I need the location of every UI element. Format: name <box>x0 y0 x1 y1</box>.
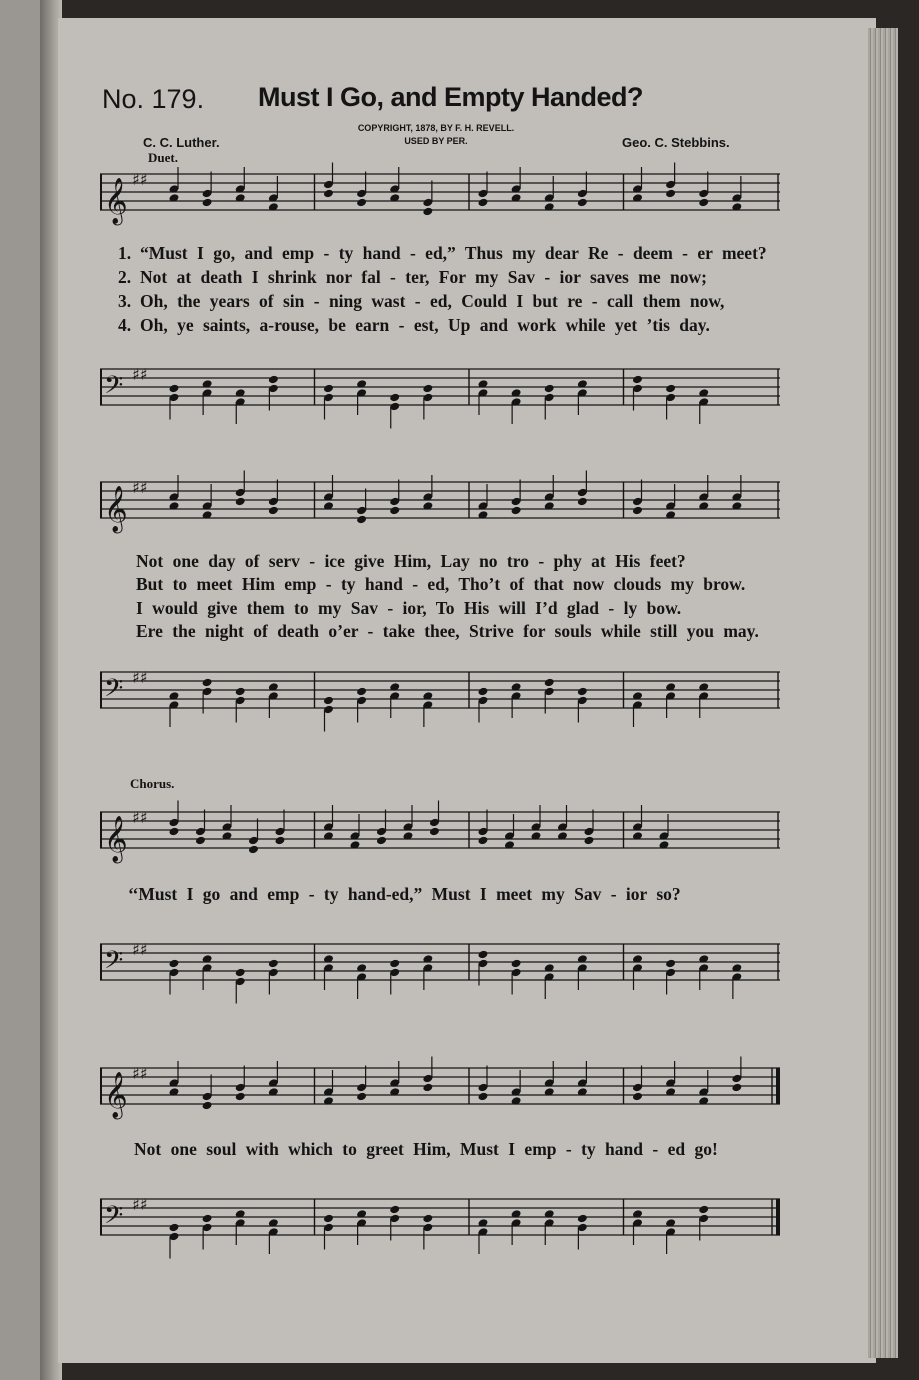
note-head <box>268 375 279 385</box>
verse-2-line-b: But to meet Him emp - ty hand - ed, Tho’t of that now clouds my brow. <box>136 574 746 594</box>
note-head <box>511 959 522 969</box>
verse-3-line-a <box>118 291 724 312</box>
bass-staff-1 <box>100 365 782 415</box>
note-head <box>169 827 180 837</box>
note-head <box>169 384 180 394</box>
note-head <box>275 836 286 846</box>
verse-number: 2. <box>118 267 132 287</box>
treble-clef-icon: 𝄞 <box>104 816 128 862</box>
lyric-text: Oh, ye saints, a-rouse, be earn - est, Up and work while yet ’tis day. <box>140 315 710 335</box>
bass-staff-2 <box>100 668 782 718</box>
note-head <box>323 384 334 394</box>
bass-clef-icon: 𝄢 <box>104 674 124 709</box>
treble-clef-icon: 𝄞 <box>104 178 128 224</box>
chorus-line-a: ‘‘Must I go and emp - ty hand-ed,” Must I meet my Sav - ior so? <box>128 884 681 904</box>
note-head <box>478 1092 489 1102</box>
key-signature-icon: ♯♯ <box>132 1195 148 1214</box>
note-head <box>577 497 588 507</box>
key-signature-icon: ♯♯ <box>132 478 148 497</box>
note-head <box>389 1205 400 1215</box>
lyric-text: Oh, the years of sin - ning wast - ed, Could I but re - call them now, <box>140 291 725 311</box>
bass-staff-4 <box>100 1195 782 1245</box>
note-head <box>248 845 259 855</box>
note-head <box>235 497 246 507</box>
note-head <box>632 375 643 385</box>
note-head <box>577 687 588 697</box>
note-head <box>268 959 279 969</box>
note-head <box>323 696 334 706</box>
note-head <box>584 836 595 846</box>
note-head <box>389 959 400 969</box>
key-signature-icon: ♯♯ <box>132 365 148 384</box>
verse-4-line-a <box>118 315 710 336</box>
used-by-line: USED BY PER. <box>404 136 468 146</box>
note-head <box>389 393 400 403</box>
note-head <box>202 1101 213 1111</box>
lyric-text: Not at death I shrink nor fal - ter, For my Sav - ior saves me now; <box>140 267 707 287</box>
lyric-text: “Must I go, and emp - ty hand - ed,” Thus my dear Re - deem - er meet? <box>140 243 767 263</box>
author: C. C. Luther. <box>143 135 220 150</box>
note-head <box>422 384 433 394</box>
verse-number: 1. <box>118 243 132 263</box>
note-head <box>235 1092 246 1102</box>
note-head <box>429 827 440 837</box>
bass-clef-icon: 𝄢 <box>104 946 124 981</box>
note-head <box>356 687 367 697</box>
note-head <box>202 678 213 688</box>
composer: Geo. C. Stebbins. <box>622 135 730 150</box>
note-head <box>478 836 489 846</box>
note-head <box>478 687 489 697</box>
duet-label: Duet. <box>148 150 178 165</box>
hymn-number: No. 179. <box>102 84 205 114</box>
key-signature-icon: ♯♯ <box>132 808 148 827</box>
note-head <box>544 384 555 394</box>
note-head <box>202 1214 213 1224</box>
treble-staff-3 <box>100 808 782 862</box>
note-head <box>422 207 433 217</box>
note-head <box>169 1223 180 1233</box>
note-head <box>577 198 588 208</box>
treble-clef-icon: 𝄞 <box>104 486 128 532</box>
copyright-line: COPYRIGHT, 1878, BY F. H. REVELL. <box>357 123 515 133</box>
treble-clef-icon: 𝄞 <box>104 1072 128 1118</box>
note-head <box>389 506 400 516</box>
note-head <box>323 1214 334 1224</box>
treble-staff-2 <box>100 478 782 532</box>
note-head <box>323 189 334 199</box>
note-head <box>169 959 180 969</box>
page-edges <box>868 28 898 1358</box>
bass-clef-icon: 𝄢 <box>104 1201 124 1236</box>
note-head <box>665 189 676 199</box>
note-head <box>511 506 522 516</box>
key-signature-icon: ♯♯ <box>132 668 148 687</box>
verse-number: 4. <box>118 315 132 335</box>
key-signature-icon: ♯♯ <box>132 1064 148 1083</box>
bass-staff-3 <box>100 940 782 990</box>
note-head <box>698 1205 709 1215</box>
note-head <box>268 506 279 516</box>
note-head <box>202 198 213 208</box>
note-head <box>422 1214 433 1224</box>
key-signature-icon: ♯♯ <box>132 940 148 959</box>
verse-1-line-b: Not one day of serv - ice give Him, Lay no tro - phy at His feet? <box>136 551 686 571</box>
note-head <box>376 836 387 846</box>
note-head <box>544 678 555 688</box>
note-head <box>665 959 676 969</box>
key-signature-icon: ♯♯ <box>132 170 148 189</box>
note-head <box>422 1083 433 1093</box>
note-head <box>478 198 489 208</box>
verse-2-line-a <box>118 267 707 288</box>
treble-staff-4 <box>100 1064 782 1118</box>
note-head <box>195 836 206 846</box>
treble-staff-1 <box>100 170 782 224</box>
note-head <box>478 950 489 960</box>
note-head <box>665 384 676 394</box>
chorus-label: Chorus. <box>130 776 175 791</box>
note-head <box>356 198 367 208</box>
note-head <box>632 1092 643 1102</box>
note-head <box>698 198 709 208</box>
bass-clef-icon: 𝄢 <box>104 371 124 406</box>
verse-number: 3. <box>118 291 132 311</box>
note-head <box>356 515 367 525</box>
note-head <box>235 687 246 697</box>
verse-4-line-b: Ere the night of death o’er - take thee, Strive for souls while still you may. <box>136 621 759 641</box>
note-head <box>577 1214 588 1224</box>
note-head <box>632 506 643 516</box>
verse-1-line-a <box>118 243 767 264</box>
note-head <box>235 968 246 978</box>
hymn-title: Must I Go, and Empty Handed? <box>258 82 644 112</box>
chorus-line-b: Not one soul with which to greet Him, Must I emp - ty hand - ed go! <box>134 1139 718 1159</box>
note-head <box>356 1092 367 1102</box>
copyright-notice <box>316 122 556 148</box>
verse-3-line-b: I would give them to my Sav - ior, To His will I’d glad - ly bow. <box>136 598 682 618</box>
note-head <box>731 1083 742 1093</box>
